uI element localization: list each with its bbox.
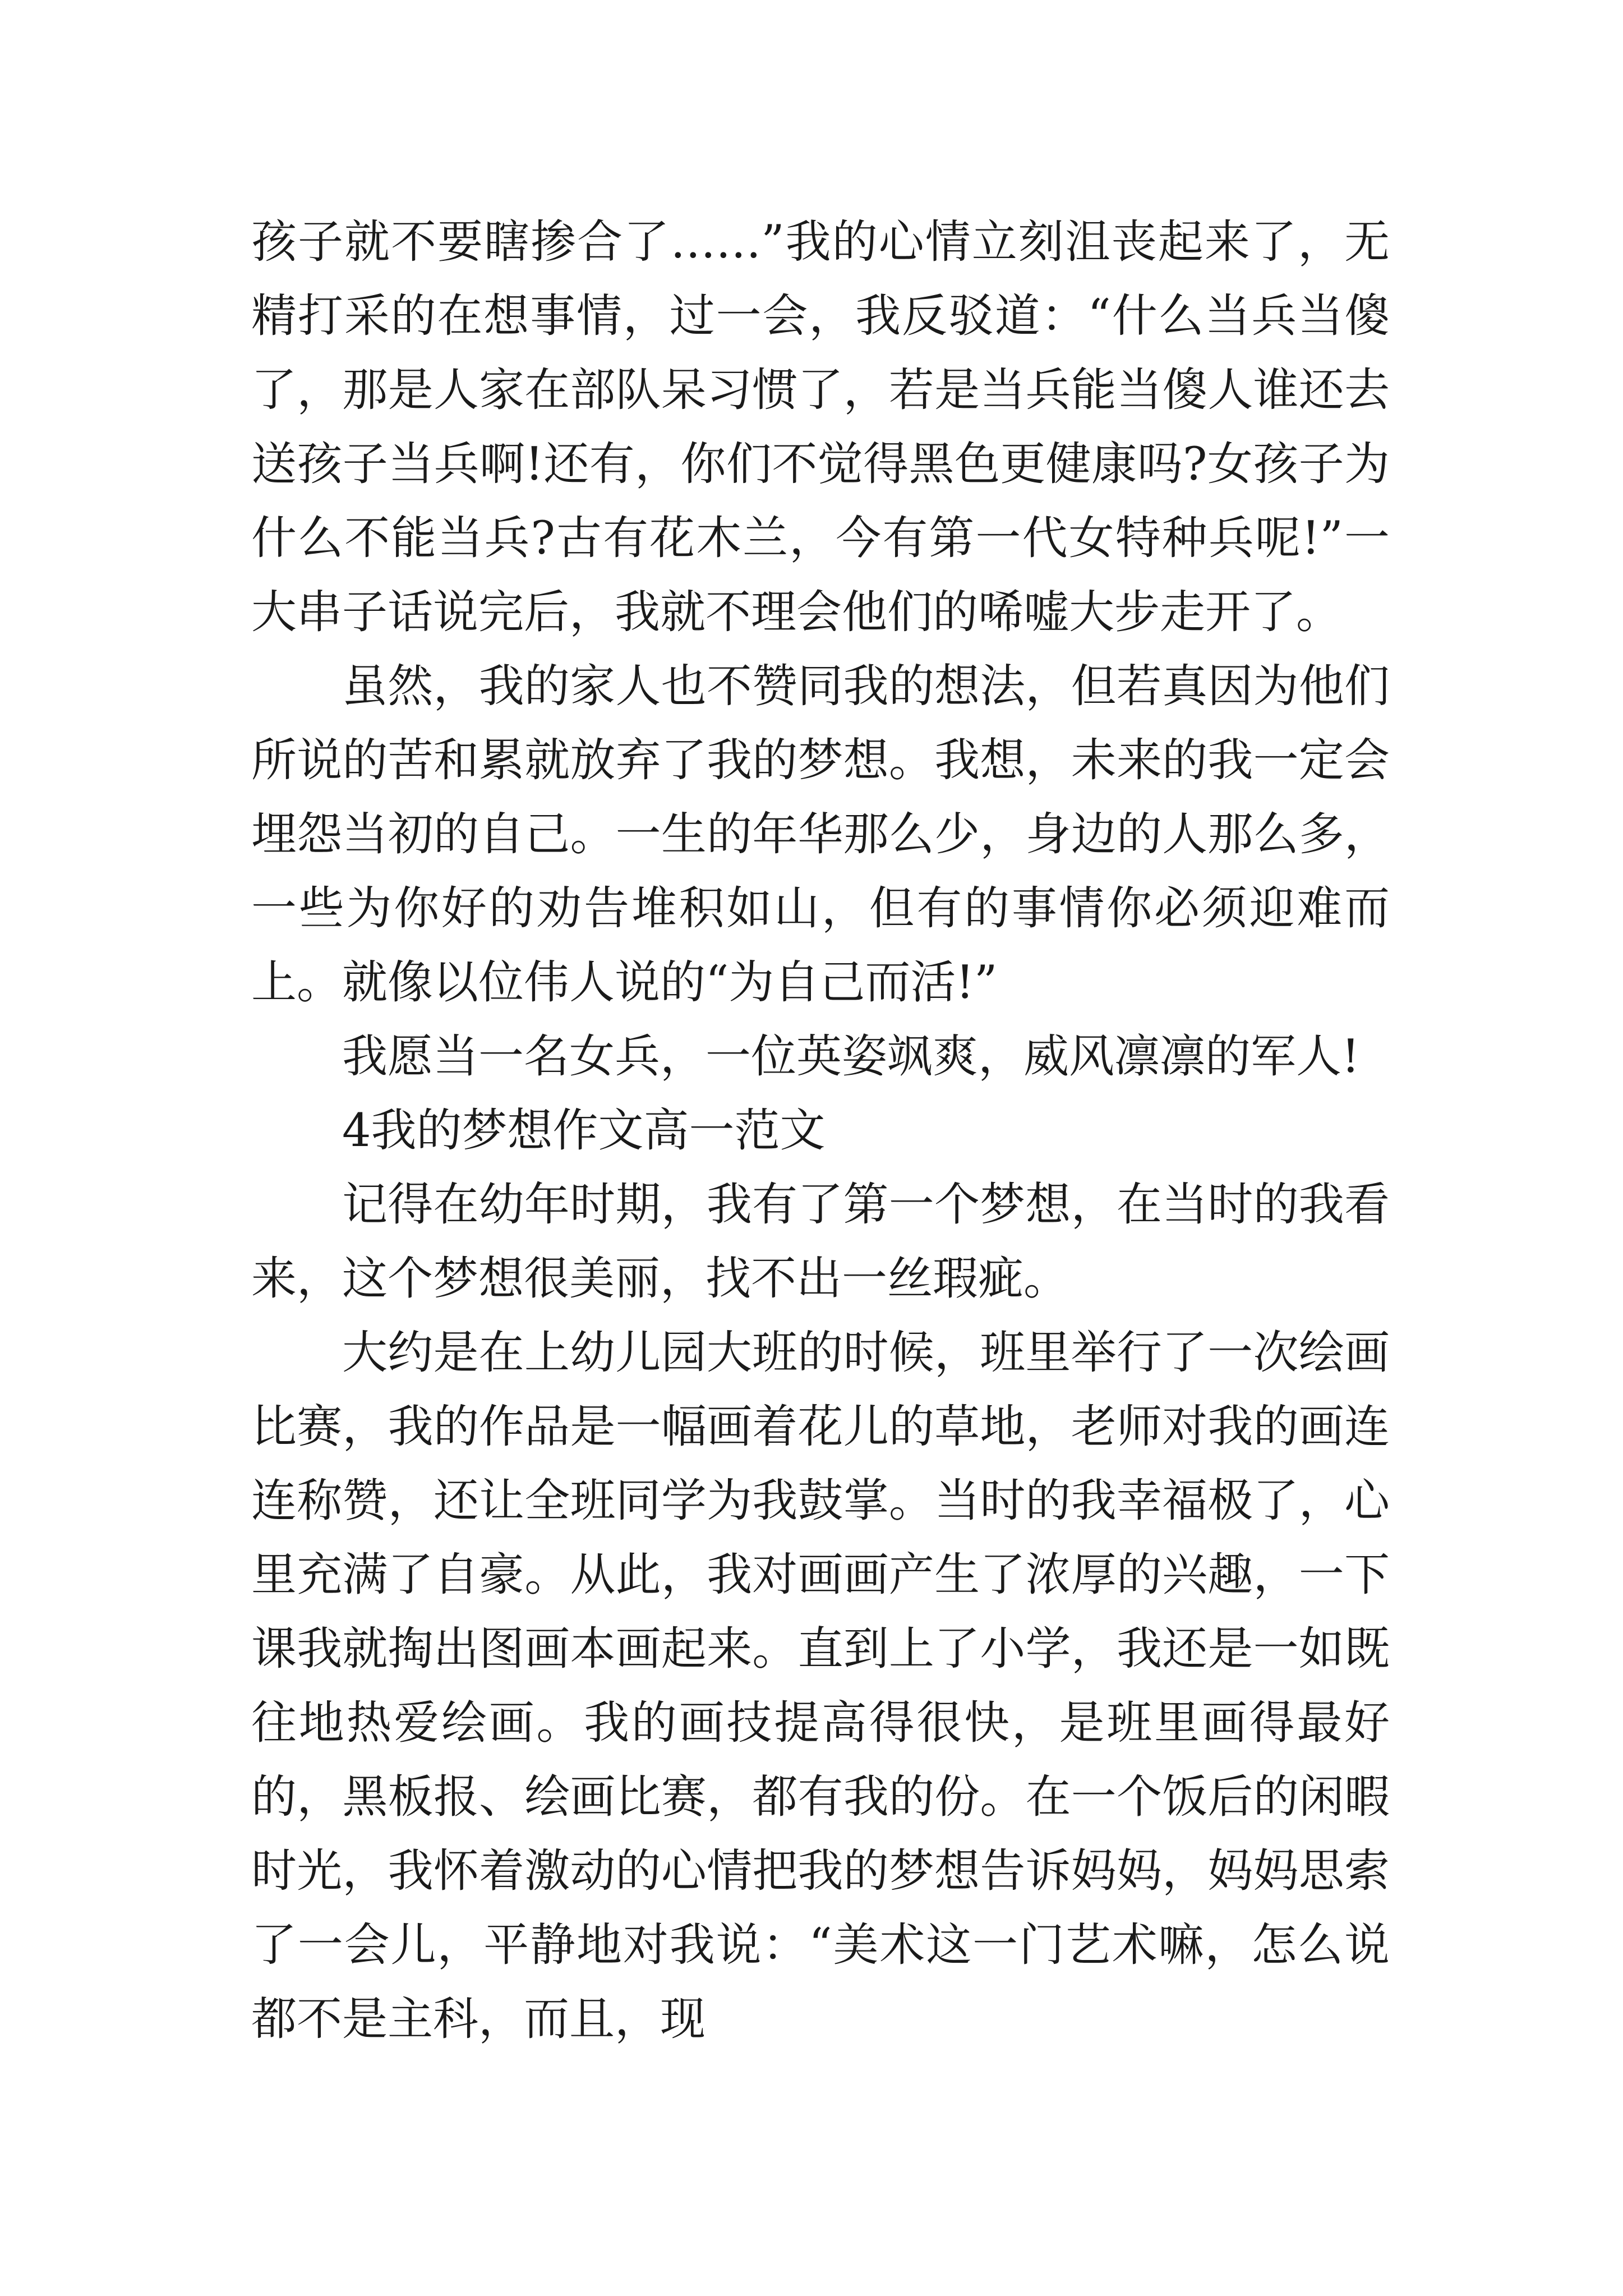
paragraph: 记得在幼年时期，我有了第一个梦想，在当时的我看来，这个梦想很美丽，找不出一丝瑕疵。 <box>251 1179 1390 1305</box>
section-heading: 4我的梦想作文高一范文 <box>342 1105 826 1157</box>
paragraph: 我愿当一名女兵，一位英姿飒爽，威风凛凛的军人! <box>342 1030 1360 1083</box>
paragraph: 大约是在上幼儿园大班的时候，班里举行了一次绘画比赛，我的作品是一幅画着花儿的草地，老师对我的画连连称赞，还让全班同学为我鼓掌。当时的我幸福极了，心里充满了自豪。从此，我对画画产生了浓厚的兴趣，一下课我就掏出图画本画起来。直到上了小学，我还是一如既往地热爱绘画。我的画技提高得很快，是班里画得最好的，黑板报、绘画比赛，都有我的份。在一个饭后的闲暇时光，我怀着激动的心情把我的梦想告诉妈妈，妈妈思索了一会儿，平静地对我说：“美术这一门艺术嘛，怎么说都不是主科，而且，现 <box>251 1327 1390 2046</box>
body-text <box>251 205 1390 2056</box>
paragraph: 虽然，我的家人也不赞同我的想法，但若真因为他们所说的苦和累就放弃了我的梦想。我想，未来的我一定会埋怨当初的自己。一生的年华那么少，身边的人那么多，一些为你好的劝告堆积如山，但有的事情你必须迎难而上。就像以位伟人说的“为自己而活!” <box>251 660 1390 1009</box>
paragraph-continued: 孩子就不要瞎掺合了……”我的心情立刻沮丧起来了，无精打采的在想事情，过一会，我反驳道：“什么当兵当傻了，那是人家在部队呆习惯了，若是当兵能当傻人谁还去送孩子当兵啊!还有，你们不觉得黑色更健康吗?女孩子为什么不能当兵?古有花木兰，今有第一代女特种兵呢!”一大串子话说完后，我就不理会他们的唏嘘大步走开了。 <box>251 216 1390 639</box>
